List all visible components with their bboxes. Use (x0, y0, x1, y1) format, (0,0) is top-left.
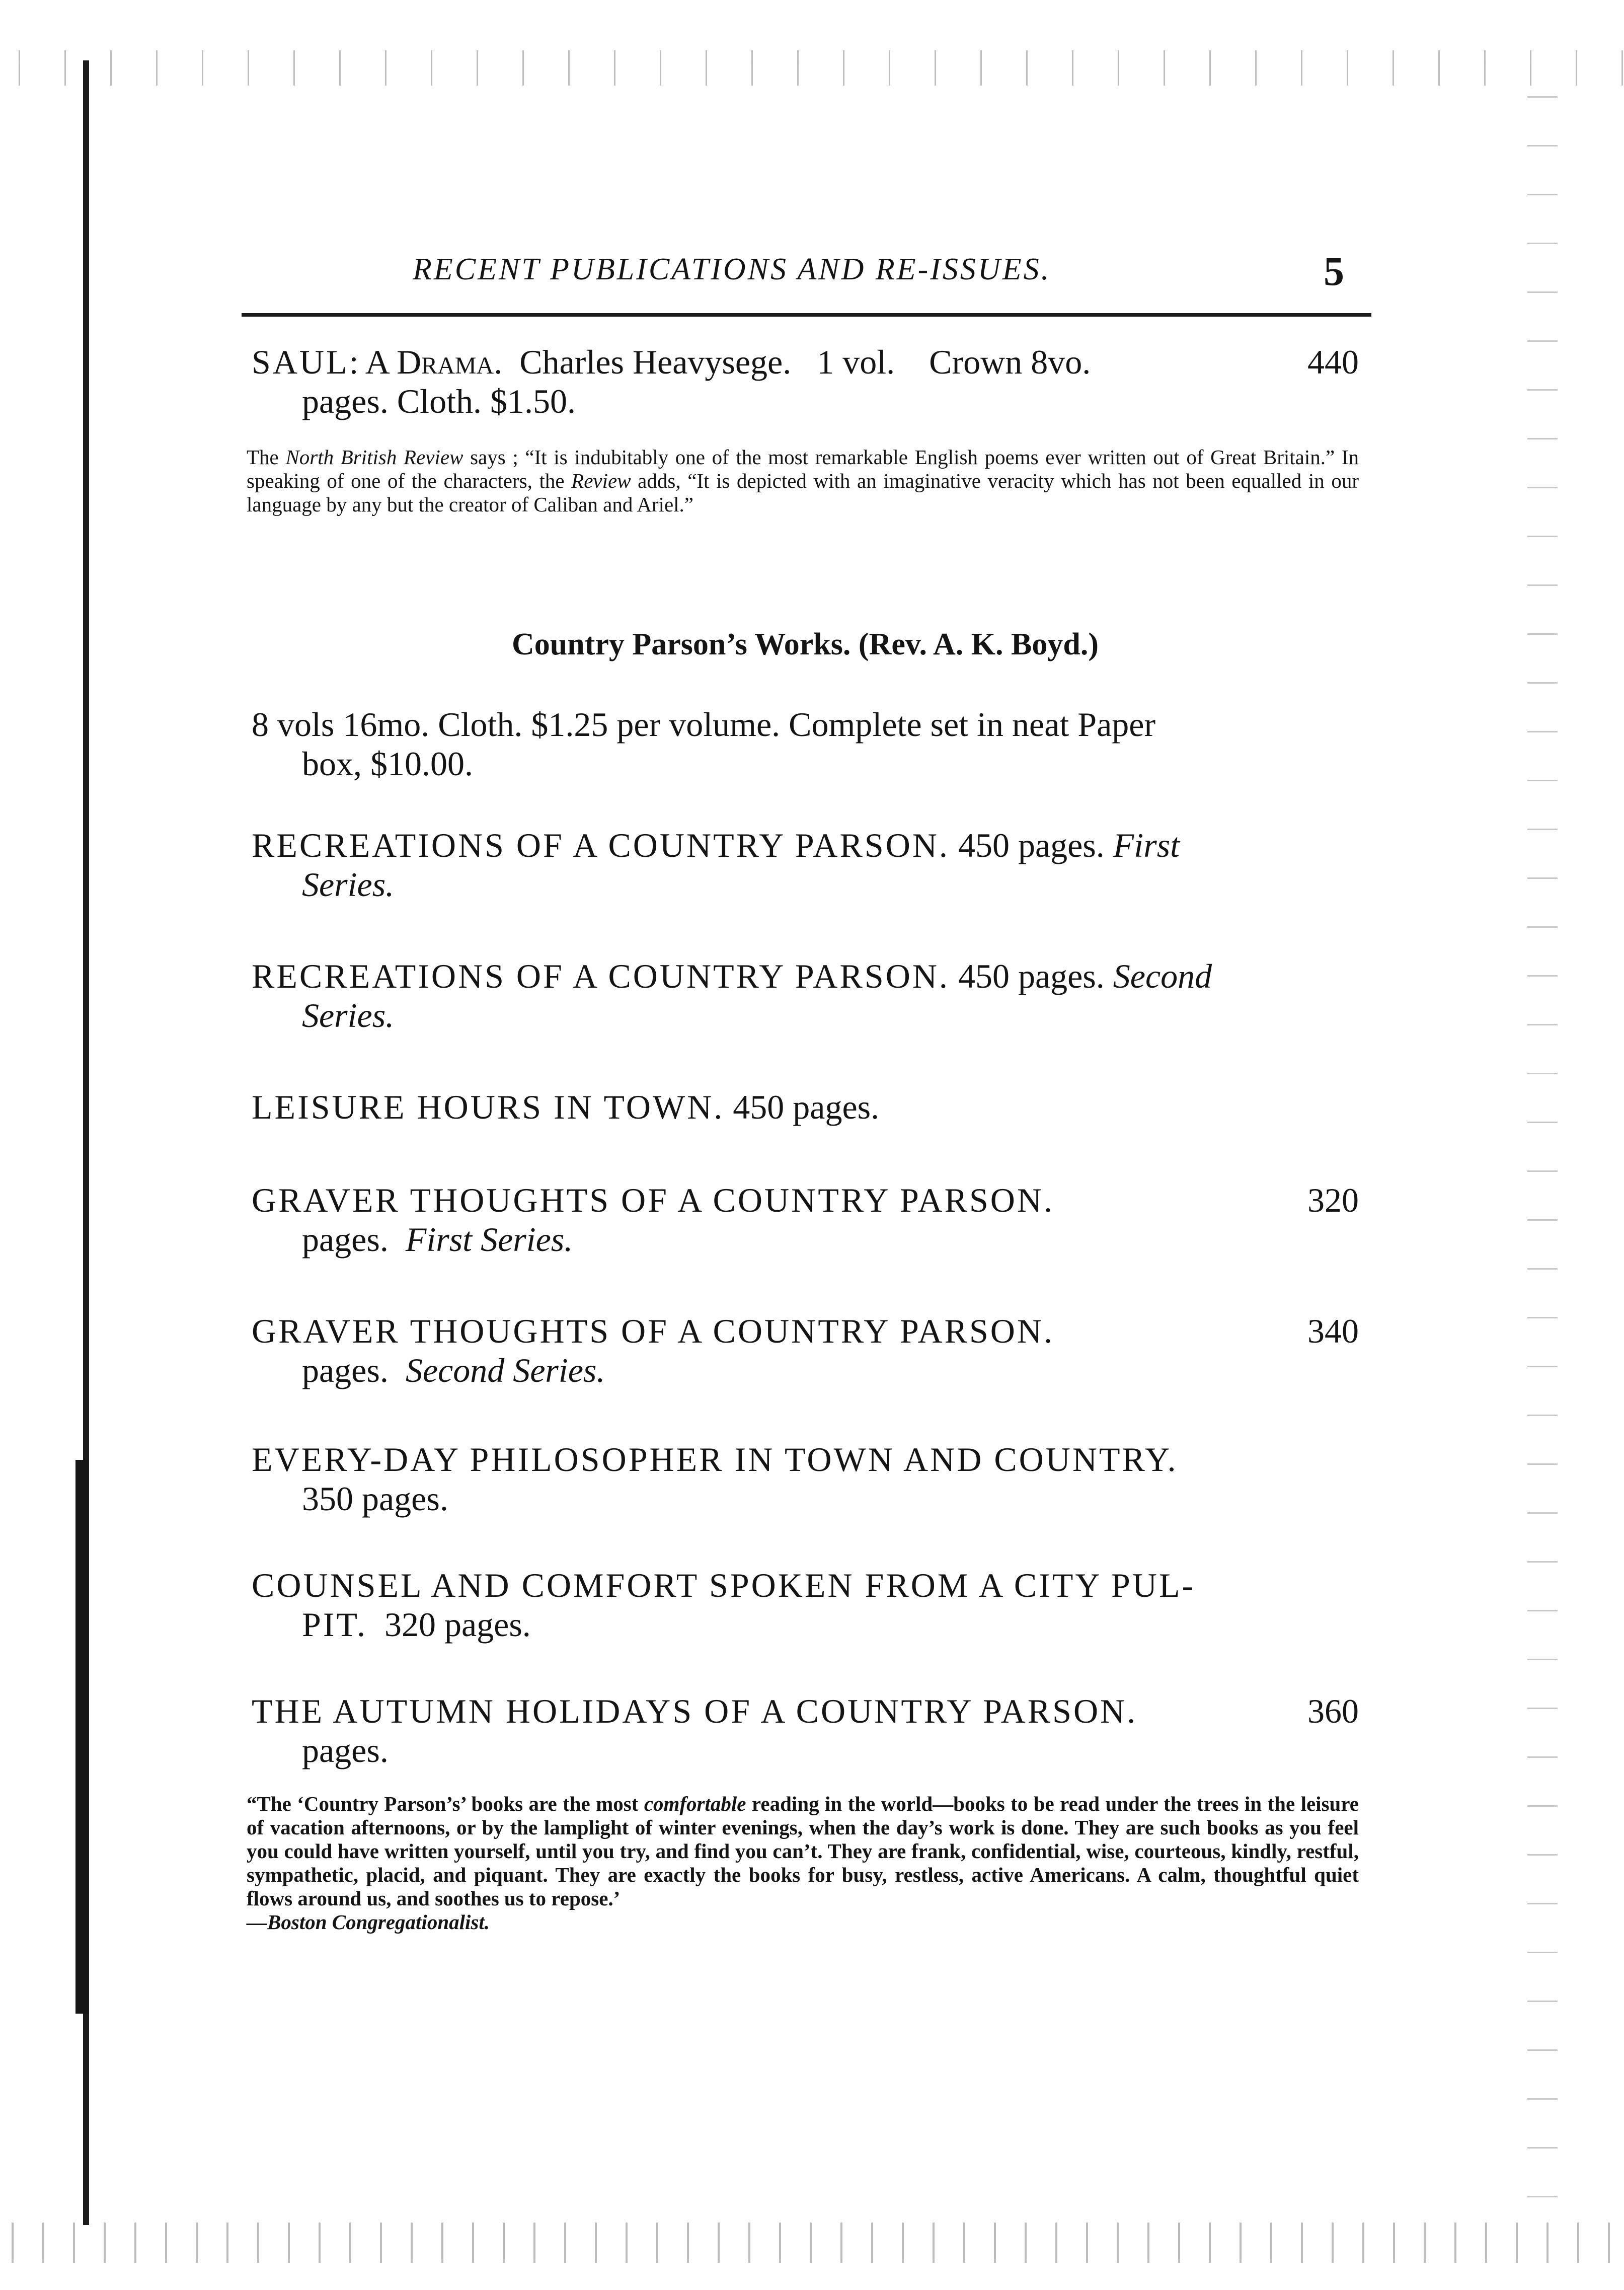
book-line1 (252, 1181, 1359, 1219)
book-line2 (252, 1605, 1359, 1644)
book-pages-num: 340 (1307, 1312, 1359, 1350)
book-title: GRAVER THOUGHTS OF A COUNTRY PARSON. (252, 1181, 1055, 1219)
boyd-note-source: —Boston Congregationalist. (247, 1910, 490, 1934)
book-line1 (252, 826, 1180, 864)
book-line2 (252, 1351, 1359, 1390)
book-entry (252, 1180, 1359, 1259)
saul-title-rest: : A Drama. (349, 343, 503, 381)
saul-vols: 1 vol. (817, 343, 895, 381)
book-line2: Series. (302, 865, 395, 904)
saul-note-source: North British Review (285, 446, 463, 469)
book-series: Second Series. (405, 1351, 605, 1389)
book-title: RECREATIONS OF A COUNTRY PARSON. (252, 826, 950, 864)
book-line1 (252, 1312, 1359, 1350)
book-pages: 320 pages. (384, 1605, 531, 1644)
saul-note-source2: Review (571, 469, 631, 492)
book-series: First (1113, 826, 1180, 864)
book-title: COUNSEL AND COMFORT SPOKEN FROM A CITY PUL- (252, 1566, 1196, 1604)
book-entry (252, 1311, 1359, 1390)
saul-review-note (247, 446, 1359, 516)
book-title: GRAVER THOUGHTS OF A COUNTRY PARSON. (252, 1312, 1055, 1350)
book-entry (252, 1566, 1359, 1644)
book-line2: Series. (302, 996, 395, 1035)
boyd-note-post: reading in the world—books to be read under the trees in the leisure of vacation afternoons, or by the lamplight of winter evenings, when the day’s work is done. They are such books as you feel you could have written yourself, until you try, and find you can’t. They are frank, confidential, wise, courteous, kindly, restful, sympathetic, placid, and piquant. They are exactly the books for busy, restless, active Americans. A calm, thoughtful quiet flows around us, and soothes us to repose.’ (247, 1792, 1359, 1910)
book-pages: 450 pages. (949, 957, 1113, 995)
book-pages: 450 pages. (724, 1088, 880, 1126)
saul-line2: pages. Cloth. $1.50. (302, 382, 576, 420)
book-series: Second (1113, 957, 1212, 995)
boyd-note-pre: “The ‘Country Parson’s’ books are the most (247, 1792, 644, 1815)
book-entry (252, 1087, 1359, 1127)
book-title: LEISURE HOURS IN TOWN. (252, 1088, 725, 1126)
saul-note-post: adds, “It is depicted with an imaginative veracity which has not been equalled in our language by any but the creator of Caliban and Ariel.” (247, 469, 1359, 516)
book-series: First Series. (405, 1220, 573, 1259)
book-line2 (252, 1220, 1359, 1259)
book-entry (252, 1691, 1359, 1770)
book-pages-word: pages. (302, 1220, 389, 1259)
saul-line1 (252, 343, 1359, 381)
boyd-note-emph: comfortable (644, 1792, 746, 1815)
saul-note-mid: says ; “It is indubitably one of the most remarkable English poems ever written out of Great Britain.” In speaking of one of the characters, the (247, 446, 1359, 492)
page-number: 5 (1324, 248, 1344, 294)
saul-title-caps: SAUL (252, 343, 349, 381)
entry-saul (252, 342, 1359, 421)
scan-speckle-bottom (0, 2223, 1624, 2263)
book-title: EVERY-DAY PHILOSOPHER IN TOWN AND COUNTRY. (252, 1440, 1178, 1479)
book-title: THE AUTUMN HOLIDAYS OF A COUNTRY PARSON. (252, 1692, 1138, 1730)
boyd-heading: Country Parson’s Works. (Rev. A. K. Boyd.) (511, 627, 1099, 661)
book-line2: 350 pages. (302, 1480, 448, 1518)
book-line1 (252, 1088, 879, 1126)
binding-shadow (75, 1460, 89, 2014)
book-entry (252, 1440, 1359, 1518)
book-line1 (252, 957, 1212, 995)
book-entry (252, 956, 1359, 1035)
boyd-set-line1: 8 vols 16mo. Cloth. $1.25 per volume. Complete set in neat Paper (252, 705, 1156, 744)
book-entry (252, 826, 1359, 904)
saul-author: Charles Heavysege. (519, 343, 792, 381)
saul-format: Crown 8vo. (929, 343, 1091, 381)
book-title: RECREATIONS OF A COUNTRY PARSON. (252, 957, 950, 995)
saul-pages-num: 440 (1307, 343, 1359, 381)
book-pages: 450 pages. (949, 826, 1113, 864)
scan-speckle-top (0, 50, 1624, 86)
book-title-cont: PIT. (302, 1605, 367, 1644)
boyd-set-line2: box, $10.00. (302, 745, 473, 783)
running-title: RECENT PUBLICATIONS AND RE-ISSUES. (413, 252, 1051, 286)
book-pages-word: pages. (302, 1351, 389, 1389)
boyd-set-entry (252, 705, 1359, 783)
book-pages-num: 360 (1307, 1692, 1359, 1730)
scan-speckle-right (1527, 76, 1558, 2240)
boyd-review-note (247, 1792, 1359, 1934)
book-line2: pages. (302, 1731, 389, 1769)
header-rule (242, 313, 1371, 317)
saul-note-pre: The (247, 446, 286, 469)
book-pages-num: 320 (1307, 1181, 1359, 1219)
book-line1 (252, 1692, 1359, 1730)
